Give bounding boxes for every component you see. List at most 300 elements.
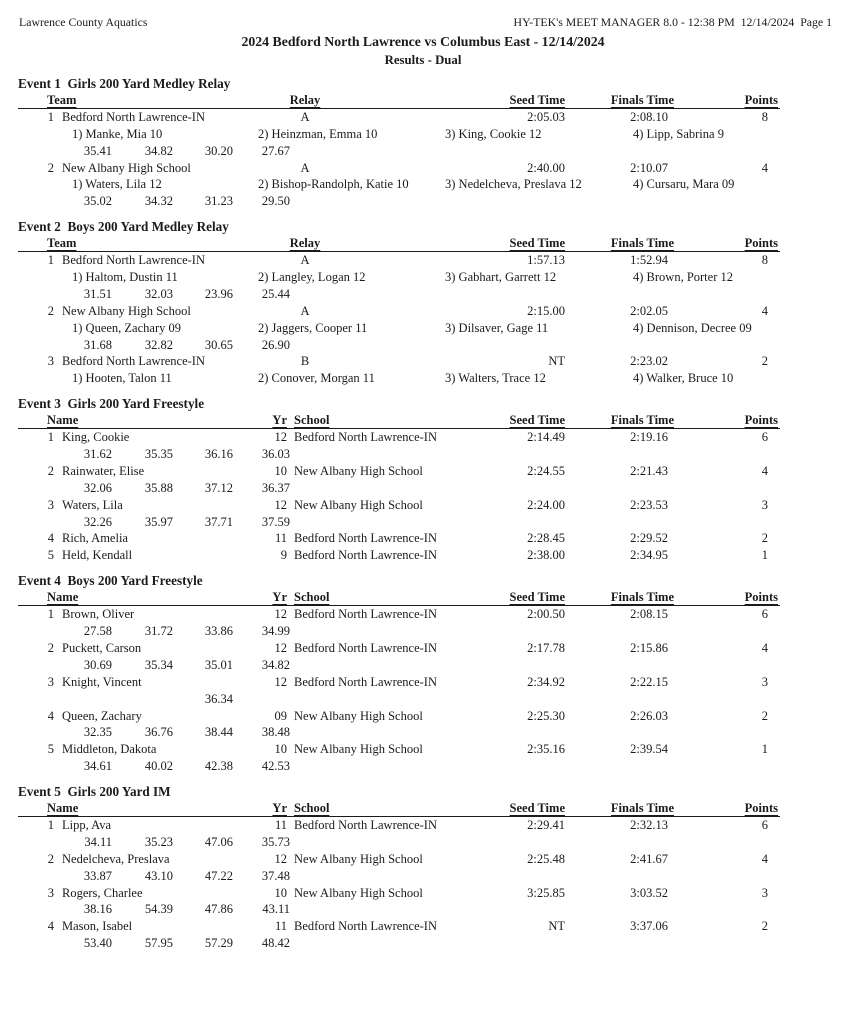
split-time: 31.62	[83, 447, 112, 462]
event-section	[0, 219, 846, 388]
team-name: Bedford North Lawrence-IN	[62, 109, 205, 124]
column-header-seed: Seed Time	[509, 590, 565, 605]
split-time: 33.87	[83, 868, 112, 883]
seed-time: 2:38.00	[527, 548, 565, 563]
split-time: 34.32	[144, 194, 173, 209]
column-header-seed: Seed Time	[509, 801, 565, 816]
place-number: 4	[47, 919, 54, 934]
column-header-relay: Relay	[289, 236, 321, 251]
finals-time: 1:52.94	[630, 253, 668, 268]
column-header-finals: Finals Time	[610, 93, 674, 107]
relay-swimmer: 3) King, Cookie 12	[445, 126, 542, 141]
header-rule	[18, 605, 780, 606]
school-name: Bedford North Lawrence-IN	[294, 607, 437, 622]
split-time: 30.65	[204, 337, 233, 352]
swimmer-year: 12	[274, 640, 287, 655]
finals-time: 3:37.06	[630, 919, 668, 934]
swimmer-year: 10	[274, 885, 287, 900]
place-number: 2	[47, 640, 54, 655]
place-number: 4	[47, 531, 54, 546]
licensee-name: Lawrence County Aquatics	[19, 15, 148, 29]
school-name: Bedford North Lawrence-IN	[294, 548, 437, 563]
place-number: 3	[47, 674, 54, 689]
split-time: 37.71	[204, 514, 233, 529]
swimmer-year: 11	[274, 817, 287, 832]
finals-time: 3:03.52	[630, 885, 668, 900]
school-name: Bedford North Lawrence-IN	[294, 919, 437, 934]
column-header-points: Points	[744, 590, 778, 605]
split-time: 31.72	[144, 624, 173, 639]
result-row	[0, 110, 846, 127]
column-header-seed: Seed Time	[509, 236, 565, 251]
relay-swimmer: 4) Brown, Porter 12	[633, 270, 733, 285]
split-time: 27.67	[261, 143, 290, 158]
place-number: 1	[47, 607, 54, 622]
school-name: New Albany High School	[294, 463, 423, 478]
swimmer-year: 9	[280, 548, 287, 563]
swimmer-year: 10	[274, 463, 287, 478]
swimmer-name: Held, Kendall	[62, 548, 133, 563]
split-time: 33.86	[204, 624, 233, 639]
relay-swimmers-row	[0, 177, 846, 194]
event-section	[0, 573, 846, 776]
swimmer-year: 11	[274, 919, 287, 934]
split-time: 47.86	[204, 902, 233, 917]
swimmer-name: Middleton, Dakota	[62, 742, 157, 757]
school-name: Bedford North Lawrence-IN	[294, 430, 437, 445]
swimmer-year: 10	[274, 742, 287, 757]
seed-time: 3:25.85	[527, 885, 565, 900]
split-time: 32.06	[83, 480, 112, 495]
split-time: 57.95	[144, 936, 173, 951]
swimmer-name: Nedelcheva, Preslava	[62, 851, 170, 866]
result-row	[0, 641, 846, 658]
seed-time: 2:25.48	[527, 851, 565, 866]
header-rule	[18, 251, 780, 252]
splits-row	[0, 936, 846, 953]
split-time: 43.11	[262, 902, 290, 917]
place-number: 2	[47, 463, 54, 478]
relay-swimmers-row	[0, 321, 846, 338]
seed-time: 1:57.13	[527, 253, 565, 268]
swimmer-year: 12	[274, 430, 287, 445]
split-time: 35.34	[144, 657, 173, 672]
points-value: 3	[761, 674, 768, 689]
split-time: 29.50	[261, 194, 290, 209]
column-header-name: Name	[47, 413, 79, 428]
meet-title: 2024 Bedford North Lawrence vs Columbus East - 12/14/2024	[241, 34, 605, 49]
split-time: 37.12	[204, 480, 233, 495]
finals-time: 2:23.53	[630, 497, 668, 512]
place-number: 1	[47, 817, 54, 832]
points-value: 2	[761, 354, 768, 369]
column-header-finals: Finals Time	[610, 801, 674, 816]
finals-time: 2:15.86	[630, 640, 668, 655]
column-header-name: Name	[47, 801, 79, 816]
column-header-name: Name	[47, 590, 79, 605]
result-row	[0, 852, 846, 869]
finals-time: 2:08.10	[630, 109, 668, 124]
points-value: 6	[761, 817, 768, 832]
column-header-finals: Finals Time	[610, 236, 674, 251]
splits-row	[0, 902, 846, 919]
relay-swimmer: 4) Cursaru, Mara 09	[633, 177, 735, 192]
split-time: 40.02	[144, 759, 173, 774]
result-row	[0, 531, 846, 548]
column-header-seed: Seed Time	[509, 413, 565, 428]
splits-row	[0, 692, 846, 709]
events-list	[0, 76, 846, 953]
place-number: 2	[47, 851, 54, 866]
result-row	[0, 253, 846, 270]
splits-row	[0, 194, 846, 211]
split-time: 26.90	[261, 337, 290, 352]
place-number: 5	[47, 548, 54, 563]
split-time: 30.69	[83, 657, 112, 672]
seed-time: 2:24.00	[527, 497, 565, 512]
relay-swimmer: 1) Waters, Lila 12	[72, 177, 162, 192]
split-time: 43.10	[144, 868, 173, 883]
relay-swimmer: 2) Heinzman, Emma 10	[258, 126, 378, 141]
team-name: Bedford North Lawrence-IN	[62, 354, 205, 369]
relay-swimmer: 3) Gabhart, Garrett 12	[445, 270, 557, 285]
result-row	[0, 161, 846, 178]
seed-time: 2:14.49	[527, 430, 565, 445]
split-time: 37.59	[261, 514, 290, 529]
result-row	[0, 818, 846, 835]
split-time: 35.41	[83, 143, 112, 158]
column-header-row	[0, 801, 846, 818]
finals-time: 2:41.67	[630, 851, 668, 866]
column-header-points: Points	[744, 236, 778, 251]
splits-row	[0, 759, 846, 776]
split-time: 38.48	[261, 725, 290, 740]
split-time: 35.88	[144, 480, 173, 495]
event-section	[0, 76, 846, 211]
finals-time: 2:19.16	[630, 430, 668, 445]
seed-time: 2:40.00	[527, 160, 565, 175]
column-header-school: School	[294, 413, 330, 428]
split-time: 42.53	[261, 759, 290, 774]
finals-time: 2:32.13	[630, 817, 668, 832]
result-row	[0, 886, 846, 903]
result-row	[0, 430, 846, 447]
column-header-row	[0, 590, 846, 607]
split-time: 42.38	[204, 759, 233, 774]
relay-swimmers-row	[0, 270, 846, 287]
splits-row	[0, 835, 846, 852]
result-row	[0, 354, 846, 371]
finals-time: 2:39.54	[630, 742, 668, 757]
split-time: 32.26	[83, 514, 112, 529]
school-name: New Albany High School	[294, 885, 423, 900]
team-name: Bedford North Lawrence-IN	[62, 253, 205, 268]
event-title: Event 4 Boys 200 Yard Freestyle	[18, 573, 203, 589]
column-header-points: Points	[744, 801, 778, 816]
points-value: 2	[761, 531, 768, 546]
relay-letter: A	[300, 160, 310, 175]
header-rule	[18, 108, 780, 109]
header-rule	[18, 816, 780, 817]
swimmer-name: Lipp, Ava	[62, 817, 112, 832]
points-value: 2	[761, 919, 768, 934]
column-header-points: Points	[744, 93, 778, 107]
relay-swimmers-row	[0, 127, 846, 144]
swimmer-name: King, Cookie	[62, 430, 130, 445]
seed-time: 2:24.55	[527, 463, 565, 478]
event-title: Event 1 Girls 200 Yard Medley Relay	[18, 76, 231, 91]
split-time: 38.16	[83, 902, 112, 917]
split-time: 34.82	[261, 657, 290, 672]
swimmer-year: 12	[274, 851, 287, 866]
swimmer-name: Knight, Vincent	[62, 674, 142, 689]
page-header	[0, 0, 846, 30]
split-time: 35.73	[261, 834, 290, 849]
split-time: 36.76	[144, 725, 173, 740]
splits-row	[0, 144, 846, 161]
place-number: 4	[47, 708, 54, 723]
swimmer-name: Rainwater, Elise	[62, 463, 145, 478]
finals-time: 2:10.07	[630, 160, 668, 175]
finals-time: 2:08.15	[630, 607, 668, 622]
seed-time: 2:00.50	[527, 607, 565, 622]
swimmer-name: Brown, Oliver	[62, 607, 135, 622]
relay-letter: A	[300, 109, 310, 124]
splits-row	[0, 658, 846, 675]
split-time: 35.35	[144, 447, 173, 462]
splits-row	[0, 869, 846, 886]
points-value: 3	[761, 497, 768, 512]
relay-swimmer: 3) Nedelcheva, Preslava 12	[445, 177, 582, 192]
result-row	[0, 919, 846, 936]
points-value: 4	[761, 160, 768, 175]
relay-swimmer: 1) Manke, Mia 10	[72, 126, 163, 141]
header-rule	[18, 428, 780, 429]
swimmer-name: Puckett, Carson	[62, 640, 142, 655]
points-value: 8	[761, 109, 768, 124]
splits-row	[0, 287, 846, 304]
swimmer-name: Queen, Zachary	[62, 708, 142, 723]
finals-time: 2:29.52	[630, 531, 668, 546]
school-name: New Albany High School	[294, 497, 423, 512]
swimmer-name: Rogers, Charlee	[62, 885, 143, 900]
event-section	[0, 784, 846, 953]
seed-time: 2:28.45	[527, 531, 565, 546]
software-banner: HY-TEK's MEET MANAGER 8.0 - 12:38 PM 12/14/2024 Page 1	[513, 15, 832, 29]
school-name: New Albany High School	[294, 851, 423, 866]
swimmer-year: 09	[274, 708, 287, 723]
school-name: New Albany High School	[294, 742, 423, 757]
splits-row	[0, 515, 846, 532]
relay-swimmer: 4) Lipp, Sabrina 9	[633, 126, 724, 141]
points-value: 8	[761, 253, 768, 268]
relay-swimmer: 4) Dennison, Decree 09	[633, 320, 752, 335]
place-number: 1	[47, 253, 54, 268]
swimmer-year: 11	[274, 531, 287, 546]
result-row	[0, 742, 846, 759]
school-name: New Albany High School	[294, 708, 423, 723]
relay-swimmer: 2) Bishop-Randolph, Katie 10	[258, 177, 409, 192]
event-title: Event 5 Girls 200 Yard IM	[18, 784, 171, 800]
place-number: 3	[47, 354, 54, 369]
finals-time: 2:22.15	[630, 674, 668, 689]
splits-row	[0, 481, 846, 498]
split-time: 23.96	[204, 286, 233, 301]
splits-row	[0, 447, 846, 464]
points-value: 4	[761, 851, 768, 866]
relay-swimmers-row	[0, 371, 846, 388]
swimmer-name: Waters, Lila	[62, 497, 123, 512]
seed-time: 2:34.92	[527, 674, 565, 689]
swimmer-year: 12	[274, 497, 287, 512]
split-time: 53.40	[83, 936, 112, 951]
points-value: 1	[761, 742, 768, 757]
column-header-school: School	[294, 801, 330, 816]
split-time: 35.02	[83, 194, 112, 209]
relay-letter: A	[300, 303, 310, 318]
points-value: 6	[761, 607, 768, 622]
split-time: 48.42	[261, 936, 290, 951]
splits-row	[0, 338, 846, 355]
relay-letter: B	[300, 354, 310, 369]
split-time: 25.44	[261, 286, 290, 301]
team-name: New Albany High School	[62, 303, 191, 318]
place-number: 1	[47, 109, 54, 124]
column-header-row	[0, 413, 846, 430]
column-header-team: Team	[47, 236, 77, 251]
column-header-school: School	[294, 590, 330, 605]
result-row	[0, 464, 846, 481]
relay-swimmer: 2) Conover, Morgan 11	[258, 371, 375, 386]
split-time: 37.48	[261, 868, 290, 883]
finals-time: 2:23.02	[630, 354, 668, 369]
column-header-seed: Seed Time	[509, 93, 565, 107]
splits-row	[0, 725, 846, 742]
relay-swimmer: 1) Hooten, Talon 11	[72, 371, 172, 386]
event-section	[0, 396, 846, 565]
place-number: 3	[47, 885, 54, 900]
split-time: 34.61	[83, 759, 112, 774]
column-header-relay: Relay	[289, 93, 321, 107]
seed-time: NT	[548, 919, 565, 934]
split-time: 30.20	[204, 143, 233, 158]
split-time: 36.16	[204, 447, 233, 462]
points-value: 4	[761, 303, 768, 318]
split-time: 36.03	[261, 447, 290, 462]
column-header-yr: Yr	[272, 801, 287, 816]
split-time: 47.06	[204, 834, 233, 849]
split-time: 34.99	[261, 624, 290, 639]
seed-time: 2:15.00	[527, 303, 565, 318]
splits-row	[0, 624, 846, 641]
split-time: 34.82	[144, 143, 173, 158]
points-value: 2	[761, 708, 768, 723]
column-header-points: Points	[744, 413, 778, 428]
seed-time: 2:05.03	[527, 109, 565, 124]
split-time: 35.97	[144, 514, 173, 529]
seed-time: NT	[548, 354, 565, 369]
relay-swimmer: 2) Jaggers, Cooper 11	[258, 320, 368, 335]
column-header-yr: Yr	[272, 590, 287, 605]
points-value: 4	[761, 640, 768, 655]
split-time: 35.23	[144, 834, 173, 849]
swimmer-year: 12	[274, 674, 287, 689]
report-subtitle: Results - Dual	[384, 53, 462, 67]
column-header-row	[0, 93, 846, 110]
finals-time: 2:34.95	[630, 548, 668, 563]
event-title: Event 2 Boys 200 Yard Medley Relay	[18, 219, 229, 235]
points-value: 1	[761, 548, 768, 563]
split-time: 31.23	[204, 194, 233, 209]
school-name: Bedford North Lawrence-IN	[294, 640, 437, 655]
finals-time: 2:26.03	[630, 708, 668, 723]
column-header-yr: Yr	[272, 413, 287, 428]
school-name: Bedford North Lawrence-IN	[294, 674, 437, 689]
finals-time: 2:02.05	[630, 303, 668, 318]
place-number: 2	[47, 303, 54, 318]
team-name: New Albany High School	[62, 160, 191, 175]
relay-swimmer: 3) Walters, Trace 12	[445, 371, 546, 386]
seed-time: 2:17.78	[527, 640, 565, 655]
swimmer-name: Rich, Amelia	[62, 531, 128, 546]
result-row	[0, 304, 846, 321]
relay-swimmer: 3) Dilsaver, Gage 11	[445, 320, 549, 335]
split-time: 32.82	[144, 337, 173, 352]
result-row	[0, 675, 846, 692]
points-value: 6	[761, 430, 768, 445]
place-number: 5	[47, 742, 54, 757]
finals-time: 2:21.43	[630, 463, 668, 478]
relay-swimmer: 1) Queen, Zachary 09	[72, 320, 181, 335]
relay-swimmer: 1) Haltom, Dustin 11	[72, 270, 178, 285]
relay-swimmer: 4) Walker, Bruce 10	[633, 371, 734, 386]
split-time: 36.34	[204, 691, 233, 706]
split-time: 34.11	[84, 834, 112, 849]
split-time: 32.35	[83, 725, 112, 740]
result-row	[0, 607, 846, 624]
points-value: 3	[761, 885, 768, 900]
school-name: Bedford North Lawrence-IN	[294, 531, 437, 546]
split-time: 47.22	[204, 868, 233, 883]
split-time: 54.39	[144, 902, 173, 917]
swimmer-name: Mason, Isabel	[62, 919, 133, 934]
split-time: 57.29	[204, 936, 233, 951]
split-time: 38.44	[204, 725, 233, 740]
result-row	[0, 709, 846, 726]
split-time: 32.03	[144, 286, 173, 301]
split-time: 31.68	[83, 337, 112, 352]
points-value: 4	[761, 463, 768, 478]
event-title: Event 3 Girls 200 Yard Freestyle	[18, 396, 205, 412]
seed-time: 2:29.41	[527, 817, 565, 832]
place-number: 3	[47, 497, 54, 512]
relay-letter: A	[300, 253, 310, 268]
place-number: 1	[47, 430, 54, 445]
result-row	[0, 498, 846, 515]
seed-time: 2:35.16	[527, 742, 565, 757]
seed-time: 2:25.30	[527, 708, 565, 723]
column-header-team: Team	[47, 93, 77, 107]
column-header-row	[0, 236, 846, 253]
split-time: 27.58	[83, 624, 112, 639]
column-header-finals: Finals Time	[610, 413, 674, 428]
school-name: Bedford North Lawrence-IN	[294, 817, 437, 832]
column-header-finals: Finals Time	[610, 590, 674, 605]
split-time: 35.01	[204, 657, 233, 672]
place-number: 2	[47, 160, 54, 175]
result-row	[0, 548, 846, 565]
split-time: 31.51	[83, 286, 112, 301]
